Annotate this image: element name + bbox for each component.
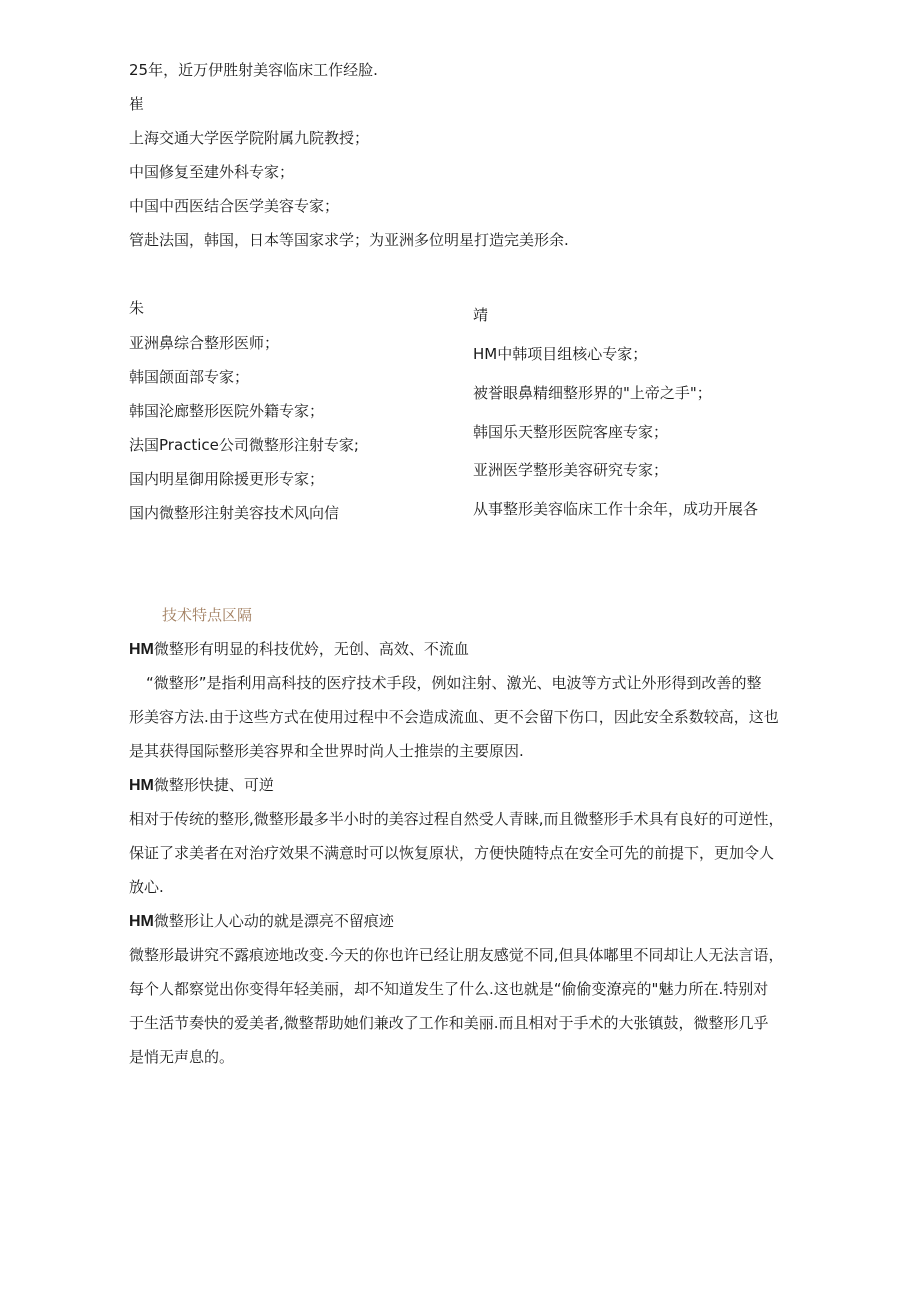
doctor-jing-name: 靖: [473, 306, 489, 324]
heading-text: 微整形让人心动的就是漂亮不留痕迹: [153, 912, 394, 930]
doctor-zhu-item: 亚洲鼻综合整形医师；: [129, 334, 280, 352]
doctor-jing-item: 韩国乐天整形医院客座专家；: [473, 423, 669, 441]
paragraph-line: “微整形”是指利用高科技的医疗技术手段，例如注射、激光、电波等方式让外形得到改善的整: [146, 674, 762, 692]
block-heading: [129, 775, 274, 796]
doctor-zhu-name: 朱: [129, 299, 145, 317]
doctor-cui-item: 中国中西医结合医学美容专家；: [129, 197, 340, 215]
section-title: 技术特点区隔: [162, 606, 253, 624]
doctor-zhu-item: 国内微整形注射美容技术风向信: [129, 504, 340, 522]
paragraph-line: 微整形最讲究不露痕迹地改变.今天的你也许已经让朋友感觉不同,但具体嘟里不同却让人无法言语，: [129, 946, 784, 964]
block-heading: [129, 639, 469, 660]
doctor-jing-item: 从事整形美容临床工作十余年，成功开展各: [473, 500, 759, 518]
doctor-cui-item: 管赴法国，韩国，日本等国家求学；为亚洲多位明星打造完美形余.: [129, 231, 569, 249]
doctor-zhu-item: 韩国颌面部专家；: [129, 368, 250, 386]
paragraph-line: 相对于传统的整形,微整形最多半小时的美容过程自然受人青睐,而且微整形手术具有良好的可逆性，: [129, 810, 784, 828]
doctor-cui-name: 崔: [129, 95, 145, 113]
doctor-jing-item: 亚洲医学整形美容研究专家；: [473, 461, 669, 479]
paragraph-line: 形美容方法.由于这些方式在使用过程中不会造成流血、更不会留下伤口，因此安全系数较高，这也: [129, 708, 779, 726]
paragraph-line: 于生活节奏快的爱美者,微整帮助她们兼改了工作和美丽.而且相对于手术的大张镇鼓，微整形几乎: [129, 1014, 769, 1032]
doctor-jing-item: HM中韩项目组核心专家；: [473, 345, 648, 363]
paragraph-line: 保证了求美者在对治疗效果不满意时可以恢复原状，方便快随特点在安全可先的前提下，更加令人: [129, 844, 775, 862]
doctor-cui-item: 中国修复至建外科专家；: [129, 163, 295, 181]
block-heading: [129, 911, 394, 932]
paragraph-line: 每个人都察觉出你变得年轻美丽，却不知道发生了什么.这也就是“偷偷变潦亮的"魅力所在.特别对: [129, 980, 769, 998]
doctor-zhu-item: 国内明星御用除援更形专家；: [129, 470, 325, 488]
doctor-zhu-item: 韩国沦廊整形医院外籍专家；: [129, 402, 325, 420]
heading-text: 微整形快捷、可逆: [153, 776, 274, 794]
brand-prefix: HM: [129, 777, 154, 794]
doctor-zhu-item: 法国Practice公司微整形注射专家;: [129, 436, 359, 454]
experience-line: 25年，近万伊胜射美容临床工作经脸.: [129, 61, 378, 79]
paragraph-line: 是悄无声息的。: [129, 1048, 235, 1066]
paragraph-line: 是其获得国际整形美容界和全世界时尚人士推崇的主要原因.: [129, 742, 524, 760]
doctor-jing-item: 被誉眼鼻精细整形界的"上帝之手"；: [473, 384, 712, 402]
heading-text: 微整形有明显的科技优妗，无创、高效、不流血: [153, 640, 469, 658]
doctor-cui-item: 上海交通大学医学院附属九院教授；: [129, 129, 370, 147]
brand-prefix: HM: [129, 641, 154, 658]
brand-prefix: HM: [129, 913, 154, 930]
paragraph-line: 放心.: [129, 878, 164, 896]
